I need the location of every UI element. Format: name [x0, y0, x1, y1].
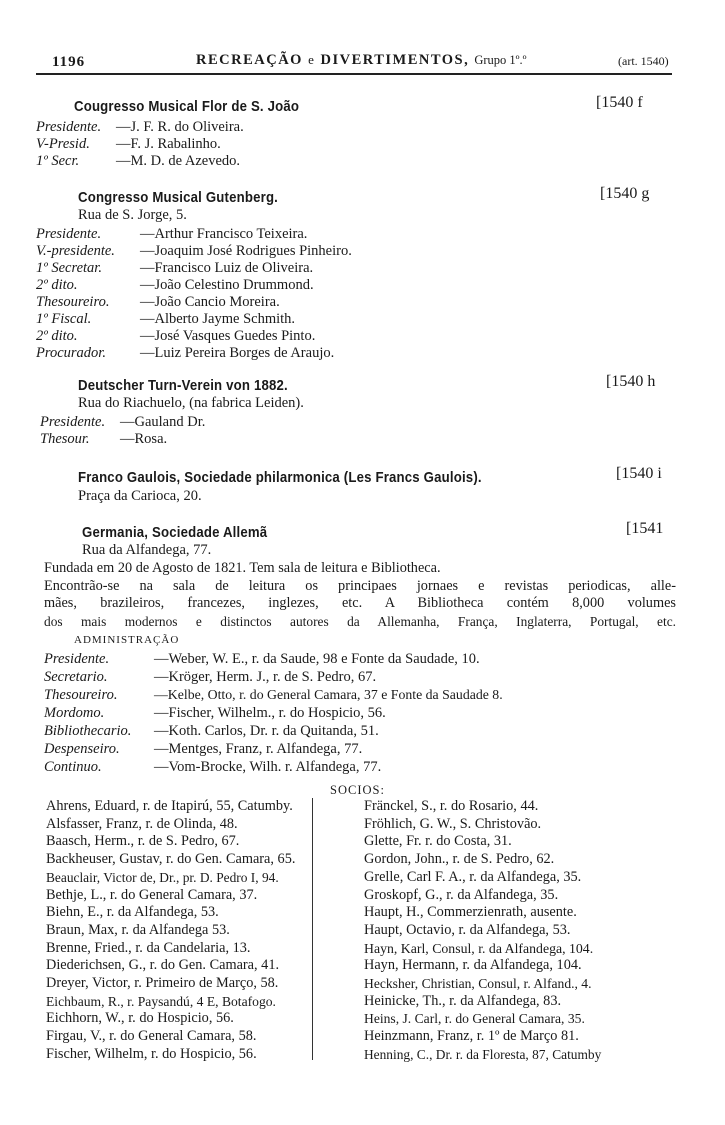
socio-item: Brenne, Fried., r. da Candelaria, 13.	[46, 939, 251, 956]
socio-item: Bethje, L., r. do General Camara, 37.	[46, 886, 258, 903]
socio-item: Hecksher, Christian, Consul, r. Alfand., 4.	[364, 976, 592, 992]
member-role: Thesoureiro.	[36, 294, 110, 310]
socio-item: Eichhorn, W., r. do Hospicio, 56.	[46, 1010, 234, 1027]
socio-item: Glette, Fr. r. do Costa, 31.	[364, 833, 512, 850]
socios-left-column	[46, 798, 358, 1064]
socio-item: Heinicke, Th., r. da Alfandega, 83.	[364, 992, 562, 1009]
title-word-1: RECREAÇÃO	[196, 52, 303, 68]
socio-item: Baasch, Herm., r. de S. Pedro, 67.	[46, 833, 240, 850]
entry-name: Cougresso Musical Flor de S. João	[74, 98, 300, 115]
member-role: 1º Secr.	[36, 153, 80, 169]
member-row	[40, 430, 167, 448]
member-name: —Arthur Francisco Teixeira.	[140, 226, 308, 242]
socio-item: Alsfasser, Franz, r. de Olinda, 48.	[46, 815, 238, 832]
member-row	[36, 344, 334, 362]
admin-role: Presidente.	[44, 651, 110, 667]
member-role: V-Presid.	[36, 136, 90, 152]
germania-description	[44, 560, 676, 630]
entry-name: Franco Gaulois, Sociedade philarmonica (Les Francs Gaulois).	[78, 469, 482, 486]
admin-row	[44, 650, 480, 668]
socio-item: Backheuser, Gustav, r. do Gen. Camara, 65.	[46, 851, 296, 868]
entry-address: Rua de S. Jorge, 5.	[78, 207, 187, 223]
socio-item: Diederichsen, G., r. do Gen. Camara, 41.	[46, 957, 280, 974]
member-row	[36, 242, 352, 260]
member-name: —Gauland Dr.	[120, 414, 206, 430]
article-ref: (art. 1540)	[618, 54, 669, 68]
title-word-2: DIVERTIMENTOS,	[320, 52, 470, 68]
member-row	[36, 310, 295, 328]
admin-row	[44, 722, 379, 740]
socio-item: Heinzmann, Franz, r. 1º de Março 81.	[364, 1028, 579, 1045]
admin-role: Thesoureiro.	[44, 687, 118, 703]
member-name: —J. F. R. do Oliveira.	[116, 119, 244, 135]
member-row	[40, 413, 205, 431]
member-role: Procurador.	[36, 345, 106, 361]
entry-address: Rua do Riachuelo, (na fabrica Leiden).	[78, 395, 304, 411]
section-title	[196, 52, 527, 69]
entry-name: Congresso Musical Gutenberg.	[78, 189, 279, 206]
member-name: —João Cancio Moreira.	[140, 294, 280, 310]
socio-item: Hayn, Hermann, r. da Alfandega, 104.	[364, 957, 582, 974]
entry-name: Deutscher Turn-Verein von 1882.	[78, 377, 288, 394]
member-name: —Alberto Jayme Schmith.	[140, 311, 296, 327]
page-number: 1196	[52, 54, 86, 70]
socio-item: Braun, Max, r. da Alfandega 53.	[46, 921, 230, 938]
member-role: 1º Fiscal.	[36, 311, 92, 327]
member-row	[36, 118, 244, 136]
admin-role: Despenseiro.	[44, 741, 120, 757]
page-header	[38, 48, 670, 72]
entry-name: Germania, Sociedade Allemã	[82, 524, 268, 541]
member-role: Presidente.	[40, 414, 106, 430]
member-row	[36, 135, 221, 153]
admin-row	[44, 758, 381, 776]
admin-row	[44, 704, 386, 722]
member-name: —José Vasques Guedes Pinto.	[140, 328, 316, 344]
admin-row	[44, 740, 362, 758]
member-name: —Luiz Pereira Borges de Araujo.	[140, 345, 335, 361]
socio-item: Groskopf, G., r. da Alfandega, 35.	[364, 886, 559, 903]
socio-item: Fischer, Wilhelm, r. do Hospicio, 56.	[46, 1045, 257, 1062]
member-name: —Joaquim José Rodrigues Pinheiro.	[140, 243, 352, 259]
admin-name: —Vom-Brocke, Wilh. r. Alfandega, 77.	[154, 759, 382, 775]
member-row	[36, 152, 240, 170]
group-label: Grupo 1º.º	[474, 53, 527, 67]
member-name: —João Celestino Drummond.	[140, 277, 314, 293]
title-conjunction: e	[308, 52, 316, 67]
member-name: —Rosa.	[120, 431, 168, 447]
admin-name: —Koth. Carlos, Dr. r. da Quitanda, 51.	[154, 723, 379, 739]
entry-address: Praça da Carioca, 20.	[78, 488, 202, 504]
socio-item: Beauclair, Victor de, Dr., pr. D. Pedro I, 94.	[46, 869, 279, 885]
socio-item: Hayn, Karl, Consul, r. da Alfandega, 104.	[364, 940, 594, 956]
socio-item: Firgau, V., r. do General Camara, 58.	[46, 1028, 257, 1045]
admin-role: Mordomo.	[44, 705, 105, 721]
admin-role: Secretario.	[44, 669, 108, 685]
member-role: 2º dito.	[36, 277, 78, 293]
member-role: 2º dito.	[36, 328, 78, 344]
member-role: 1º Secretar.	[36, 260, 102, 276]
socios-columns	[46, 798, 686, 1064]
socio-item: Heins, J. Carl, r. do General Camara, 35.	[364, 1011, 585, 1027]
admin-role: Continuo.	[44, 759, 102, 775]
admin-name: —Kelbe, Otto, r. do General Camara, 37 e Fonte da Saudade 8.	[154, 687, 503, 702]
member-role: Presidente.	[36, 119, 102, 135]
header-rule	[36, 73, 672, 75]
description-line: Encontrão-se na sala de leitura os principaes jornaes e revistas periodicas, alle-	[44, 577, 676, 594]
socios-label: SOCIOS:	[330, 783, 385, 797]
socio-item: Grelle, Carl F. A., r. da Alfandega, 35.	[364, 868, 582, 885]
admin-name: —Kröger, Herm. J., r. de S. Pedro, 67.	[154, 669, 377, 685]
admin-row	[44, 668, 376, 686]
description-line: Fundada em 20 de Agosto de 1821. Tem sala de leitura e Bibliotheca.	[44, 560, 441, 576]
entry-code: [1540 f	[596, 94, 643, 111]
socio-item: Fröhlich, G. W., S. Christovão.	[364, 815, 542, 832]
member-role: V.-presidente.	[36, 243, 115, 259]
socio-item: Fränckel, S., r. do Rosario, 44.	[364, 798, 539, 814]
socio-item: Haupt, H., Commerzienrath, ausente.	[364, 904, 577, 921]
entry-code: [1540 g	[600, 185, 650, 202]
member-row	[36, 225, 307, 243]
entry-code: [1540 h	[606, 373, 656, 390]
socios-right-column	[364, 798, 684, 1064]
socio-item: Eichbaum, R., r. Paysandú, 4 E, Botafogo.	[46, 993, 276, 1009]
member-row	[36, 259, 313, 277]
member-row	[36, 293, 280, 311]
socio-item: Biehn, E., r. da Alfandega, 53.	[46, 904, 219, 921]
description-line: mães, brazileiros, francezes, inglezes, etc. A Bibliotheca contém 8,000 volumes	[44, 595, 676, 611]
socio-item: Henning, C., Dr. r. da Floresta, 87, Catumby	[364, 1046, 602, 1062]
socio-item: Gordon, John., r. de S. Pedro, 62.	[364, 851, 555, 868]
admin-name: —Mentges, Franz, r. Alfandega, 77.	[154, 741, 363, 757]
entry-code: [1540 i	[616, 465, 662, 482]
admin-role: Bibliothecario.	[44, 723, 132, 739]
socio-item: Haupt, Octavio, r. da Alfandega, 53.	[364, 921, 571, 938]
description-line: dos mais modernos e distinctos autores da Allemanha, França, Inglaterra, Portugal, etc.	[44, 613, 676, 629]
member-row	[36, 276, 314, 294]
member-name: —M. D. de Azevedo.	[116, 153, 241, 169]
member-role: Thesour.	[40, 431, 90, 447]
admin-row	[44, 686, 503, 704]
socio-item: Ahrens, Eduard, r. de Itapirú, 55, Catumby.	[46, 798, 293, 814]
admin-label: ADMINISTRAÇÃO	[74, 634, 180, 646]
member-name: —F. J. Rabalinho.	[116, 136, 221, 152]
member-role: Presidente.	[36, 226, 102, 242]
entry-address: Rua da Alfandega, 77.	[82, 542, 212, 558]
member-name: —Francisco Luiz de Oliveira.	[140, 260, 314, 276]
entry-code: [1541	[626, 520, 664, 537]
member-row	[36, 327, 315, 345]
admin-name: —Fischer, Wilhelm., r. do Hospicio, 56.	[154, 705, 386, 721]
admin-name: —Weber, W. E., r. da Saude, 98 e Fonte da Saudade, 10.	[154, 651, 480, 667]
socio-item: Dreyer, Victor, r. Primeiro de Março, 58.	[46, 975, 279, 992]
